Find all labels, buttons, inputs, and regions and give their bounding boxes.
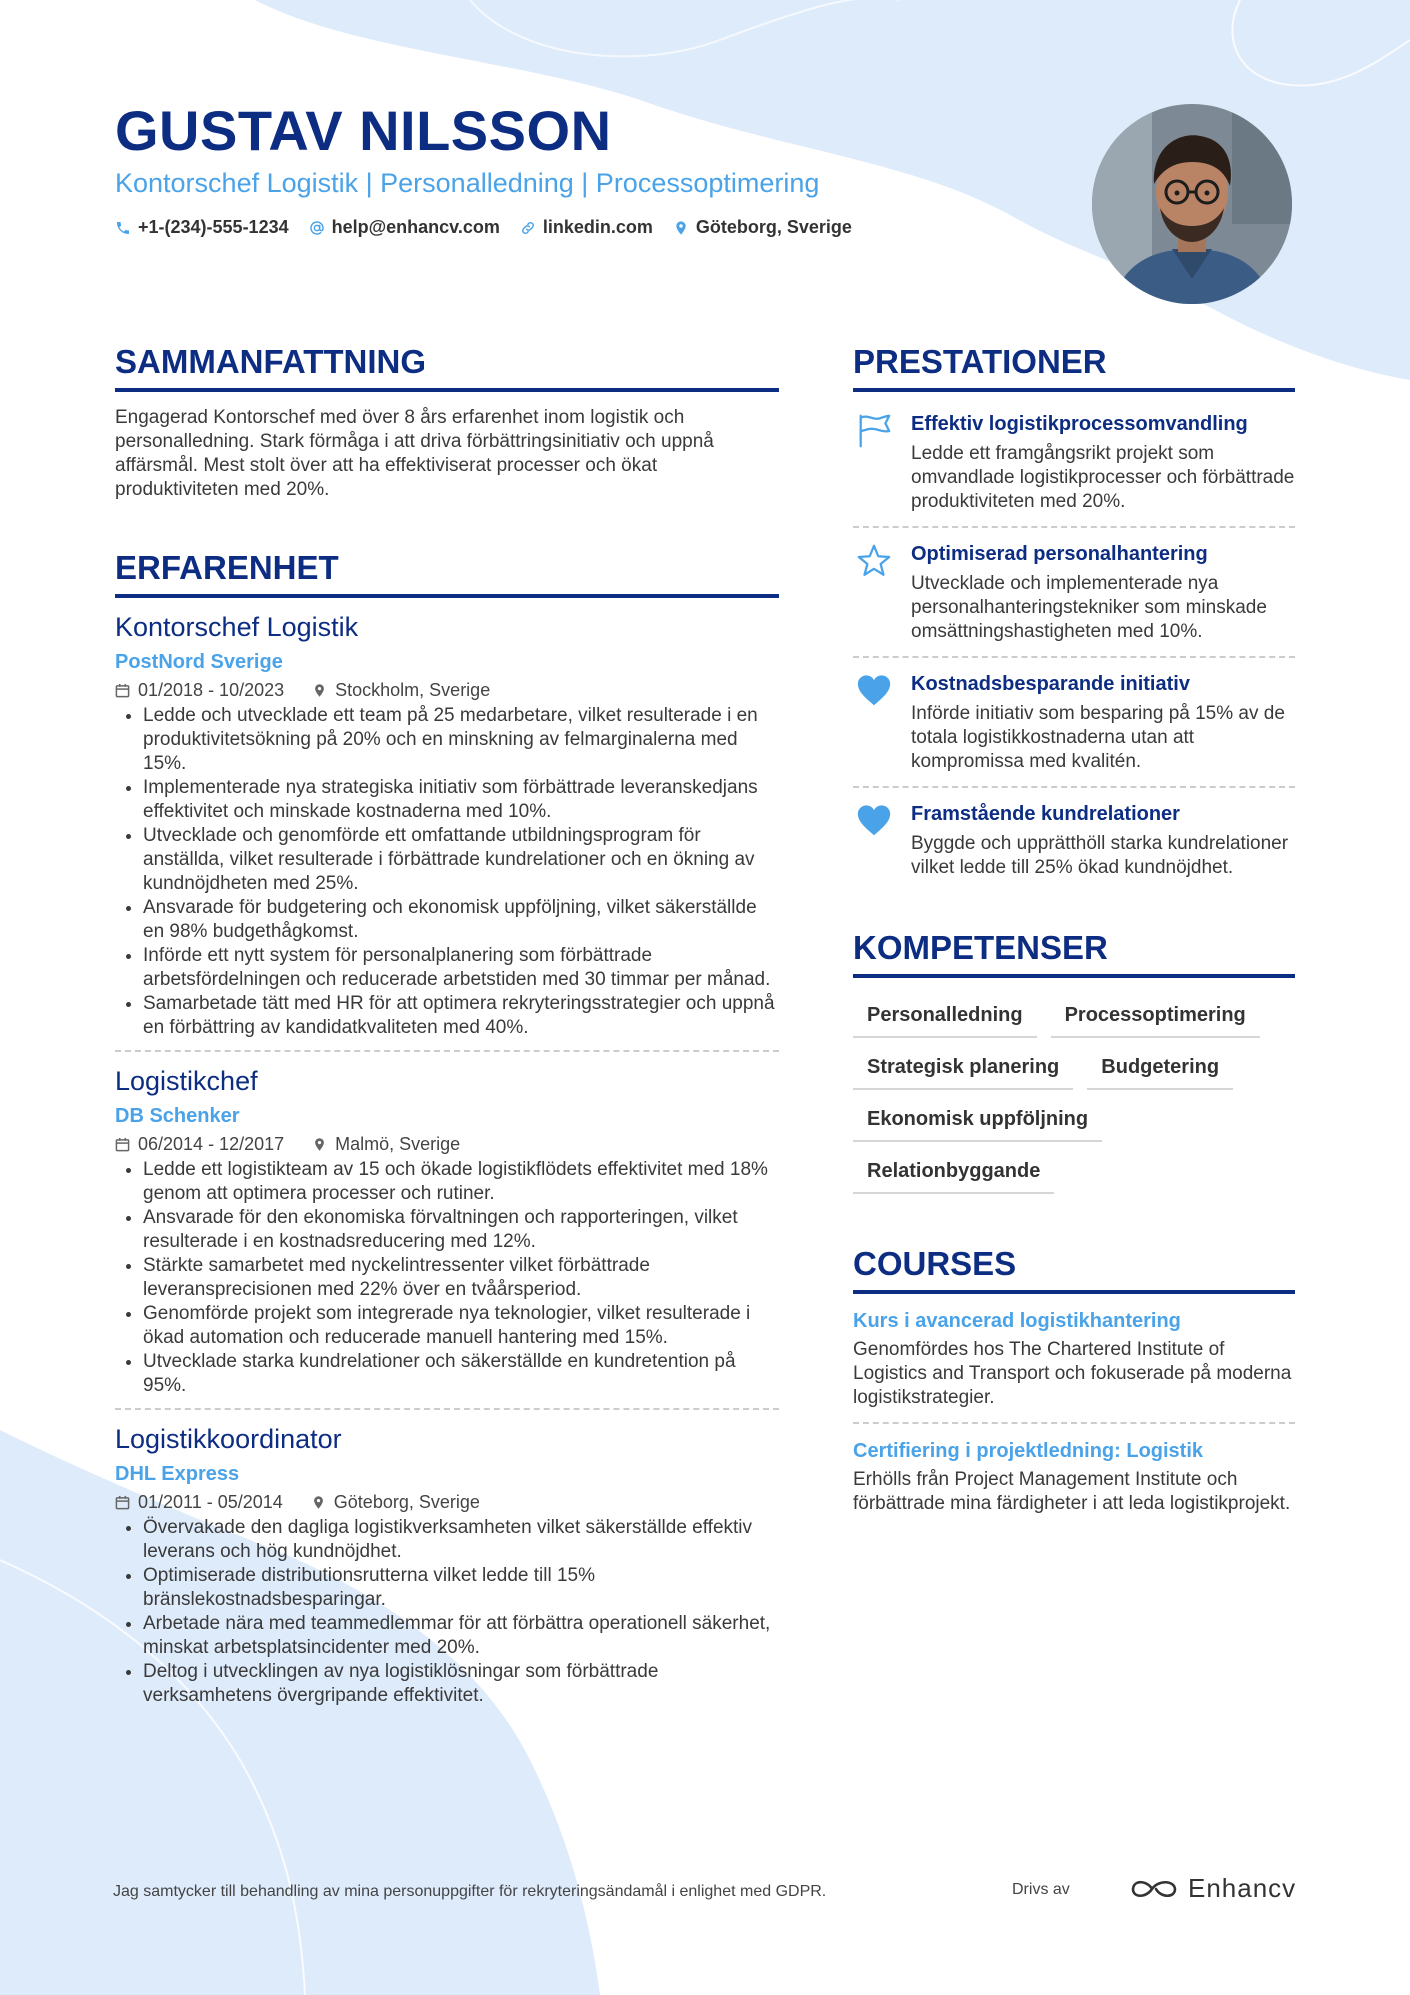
contact-location <box>673 217 852 238</box>
right-column <box>853 340 1295 1528</box>
contact-bar <box>115 217 852 238</box>
achievement-title: Effektiv logistikprocessomvandling <box>911 413 1248 435</box>
skill-tag: Relationbyggande <box>853 1158 1054 1194</box>
candidate-name: GUSTAV NILSSON <box>115 99 612 162</box>
job-bullet: • Införde ett nytt system för personalplanering som förbättrade arbetsfördelningen och reducerade arbetstiden med 30 timmar per månad. <box>143 944 779 992</box>
course-description: Genomfördes hos The Chartered Institute of Logistics and Transport och fokuserade på moderna logistikstrategier. <box>853 1339 1292 1408</box>
job-location: Stockholm, Sverige <box>335 680 491 700</box>
contact-linkedin-text: linkedin.com <box>542 217 653 237</box>
job-dates: 01/2018 - 10/2023 <box>138 680 285 700</box>
job-title: Logistikkoordinator <box>115 1424 342 1454</box>
profile-photo <box>1092 104 1292 304</box>
achievement-title: Framstående kundrelationer <box>911 803 1180 825</box>
job-title: Kontorschef Logistik <box>115 612 359 642</box>
location-icon <box>311 1495 326 1510</box>
achievement-item <box>853 788 1295 892</box>
summary-section <box>115 340 779 502</box>
job-bullet: • Stärkte samarbetet med nyckelintressenter vilket förbättrade leveransprecisionen med 22% över en tvåårsperiod. <box>143 1254 779 1302</box>
skills-heading: KOMPETENSER <box>853 926 1295 978</box>
job-bullet: • Ansvarade för budgetering och ekonomisk uppföljning, vilket säkerställde en 98% budgethågkomst. <box>143 896 779 944</box>
enhancv-logo-icon <box>1130 1876 1178 1902</box>
job-bullet: • Implementerade nya strategiska initiativ som förbättrade leveranskedjans effektivitet och minskade kostnaderna med 10%. <box>143 776 779 824</box>
job-bullet: • Övervakade den dagliga logistikverksamheten vilket säkerställde effektiv leverans och hög kundnöjdhet. <box>143 1516 779 1564</box>
star-icon <box>855 542 893 580</box>
contact-location-text: Göteborg, Sverige <box>695 217 852 237</box>
summary-heading: SAMMANFATTNING <box>115 340 779 392</box>
company-name: DB Schenker <box>115 1105 240 1127</box>
job-meta <box>115 678 779 702</box>
company-name: DHL Express <box>115 1463 240 1485</box>
job-bullets <box>115 1516 779 1708</box>
skill-tag: Processoptimering <box>1051 1002 1260 1038</box>
job-meta <box>115 1490 779 1514</box>
course-item <box>853 1294 1295 1424</box>
skill-tag: Budgetering <box>1087 1054 1233 1090</box>
candidate-headline: Kontorschef Logistik | Personalledning | Processoptimering <box>115 168 820 198</box>
skill-tag: Personalledning <box>853 1002 1037 1038</box>
course-title: Kurs i avancerad logistikhantering <box>853 1310 1181 1332</box>
calendar-icon <box>115 683 130 698</box>
job-bullet: • Ansvarade för den ekonomiska förvaltningen och rapporteringen, vilket resulterade i en kostnadsreducering med 12%. <box>143 1206 779 1254</box>
achievement-item <box>853 528 1295 658</box>
courses-heading: COURSES <box>853 1242 1295 1294</box>
location-icon <box>312 683 327 698</box>
course-title: Certifiering i projektledning: Logistik <box>853 1440 1204 1462</box>
location-icon <box>673 220 689 236</box>
job-bullet: • Samarbetade tätt med HR för att optimera rekryteringsstrategier och uppnå en förbättring av kandidatkvaliteten med 40%. <box>143 992 779 1040</box>
achievement-item <box>853 658 1295 788</box>
job-bullet: • Utvecklade starka kundrelationer och säkerställde en kundretention på 95%. <box>143 1350 779 1398</box>
achievement-description: Byggde och upprätthöll starka kundrelationer vilket ledde till 25% ökad kundnöjdhet. <box>911 833 1289 878</box>
job-bullet: • Ledde och utvecklade ett team på 25 medarbetare, vilket resulterade i en produktivitetsökning på 20% och en minskning av felmarginalerna med 15%. <box>143 704 779 776</box>
contact-email[interactable] <box>309 217 500 238</box>
achievement-description: Ledde ett framgångsrikt projekt som omvandlade logistikprocesser och förbättrade produktiviteten med 20%. <box>911 443 1295 512</box>
gdpr-consent-note: Jag samtycker till behandling av mina personuppgifter för rekryteringsändamål i enlighet med GDPR. <box>113 1883 827 1900</box>
achievement-description: Utvecklade och implementerade nya personalhanteringstekniker som minskade omsättningshastigheten med 10%. <box>911 573 1267 642</box>
achievement-description: Införde initiativ som besparing på 15% av de totala logistikkostnaderna utan att kompromissa med kvalitén. <box>911 703 1285 772</box>
experience-section <box>115 546 779 1718</box>
skill-tag: Strategisk planering <box>853 1054 1073 1090</box>
left-column <box>115 340 779 1730</box>
job-location: Göteborg, Sverige <box>333 1492 480 1512</box>
job-location: Malmö, Sverige <box>335 1134 461 1154</box>
experience-heading: ERFARENHET <box>115 546 779 598</box>
contact-linkedin[interactable] <box>520 217 653 238</box>
job-dates: 01/2011 - 05/2014 <box>138 1492 283 1512</box>
skills-list <box>853 1002 1295 1194</box>
phone-icon <box>115 220 131 236</box>
job-bullet: • Arbetade nära med teammedlemmar för att förbättra operationell säkerhet, minskat arbetsplatsincidenter med 20%. <box>143 1612 779 1660</box>
enhancv-logo[interactable] <box>1130 1873 1296 1904</box>
contact-phone-text: +1-(234)-555-1234 <box>138 217 289 237</box>
job-dates: 06/2014 - 12/2017 <box>138 1134 285 1154</box>
job-bullet: • Utvecklade och genomförde ett omfattande utbildningsprogram för anställda, vilket resulterade i förbättrade kundrelationer och en ökning av kundnöjdheten med 25%. <box>143 824 779 896</box>
company-name: PostNord Sverige <box>115 651 283 673</box>
job-bullet: • Ledde ett logistikteam av 15 och ökade logistikflödets effektivitet med 18% genom att optimera processer och rutiner. <box>143 1158 779 1206</box>
achievement-title: Optimiserad personalhantering <box>911 543 1208 565</box>
enhancv-wordmark: Enhancv <box>1188 1873 1297 1903</box>
flag-icon <box>855 412 893 450</box>
job-meta <box>115 1132 779 1156</box>
job-bullets <box>115 1158 779 1398</box>
achievement-item <box>853 398 1295 528</box>
heart-icon <box>855 802 893 840</box>
courses-section <box>853 1242 1295 1528</box>
experience-item <box>115 1064 779 1410</box>
achievement-title: Kostnadsbesparande initiativ <box>911 673 1190 695</box>
summary-text: Engagerad Kontorschef med över 8 års erfarenhet inom logistik och personalledning. Stark förmåga i att driva förbättringsinitiativ och uppnå affärsmål. Mest stolt över att ha effektiviserat processer och ökat produktiviteten med 20%. <box>115 407 714 500</box>
skill-tag: Ekonomisk uppföljning <box>853 1106 1102 1142</box>
course-item <box>853 1424 1295 1528</box>
course-description: Erhölls från Project Management Institute och förbättrade mina färdigheter i att leda logistikprojekt. <box>853 1469 1291 1514</box>
skills-section <box>853 926 1295 1194</box>
at-icon <box>309 220 325 236</box>
job-bullet: • Genomförde projekt som integrerade nya teknologier, vilket resulterade i ökad automation och reducerade manuell hantering med 15%. <box>143 1302 779 1350</box>
contact-phone[interactable] <box>115 217 289 238</box>
link-icon <box>520 220 536 236</box>
experience-item <box>115 610 779 1052</box>
achievements-section <box>853 340 1295 892</box>
job-bullets <box>115 704 779 1040</box>
contact-email-text: help@enhancv.com <box>331 217 500 237</box>
calendar-icon <box>115 1137 130 1152</box>
job-title: Logistikchef <box>115 1066 258 1096</box>
job-bullet: • Deltog i utvecklingen av nya logistiklösningar som förbättrade verksamhetens övergripande effektivitet. <box>143 1660 779 1708</box>
heart-icon <box>855 672 893 710</box>
location-icon <box>312 1137 327 1152</box>
job-bullet: • Optimiserade distributionsrutterna vilket ledde till 15% bränslekostnadsbesparingar. <box>143 1564 779 1612</box>
experience-item <box>115 1422 779 1718</box>
achievements-heading: PRESTATIONER <box>853 340 1295 392</box>
calendar-icon <box>115 1495 130 1510</box>
powered-by-label: Drivs av <box>1012 1881 1070 1898</box>
